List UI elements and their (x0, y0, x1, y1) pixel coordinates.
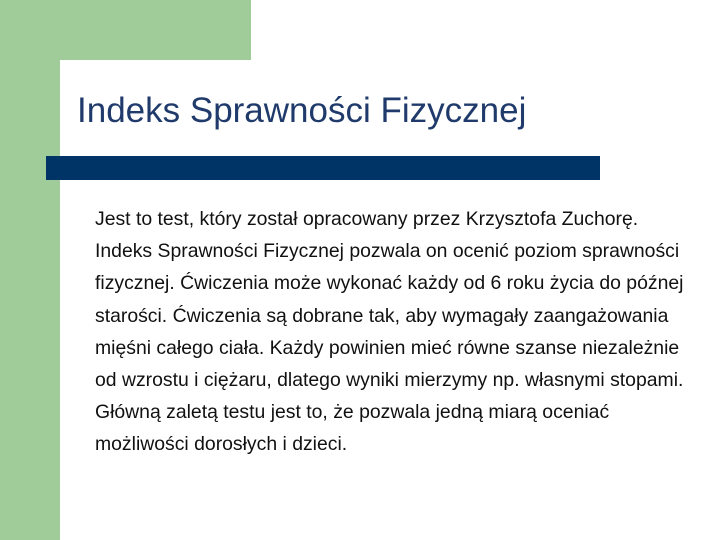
slide-title: Indeks Sprawności Fizycznej (77, 91, 527, 130)
title-underline-bar (46, 156, 600, 180)
slide-body-text: Jest to test, który został opracowany przez Krzysztofa Zuchorę. Indeks Sprawności Fizycznej pozwala on ocenić poziom sprawności fizycznej. Ćwiczenia może wykonać każdy od 6 roku życia do późnej starości. Ćwiczenia są dobrane tak, aby wymagały zaangażowania mięśni całego ciała. Każdy powinien mieć równe szanse niezależnie od wzrostu i ciężaru, dlatego wyniki mierzymy np. własnymi stopami. Główną zaletą testu jest to, że pozwala jedną miarą oceniać możliwości dorosłych i dzieci. (95, 208, 684, 456)
accent-block-top (0, 0, 251, 60)
accent-strip-left (0, 60, 60, 540)
